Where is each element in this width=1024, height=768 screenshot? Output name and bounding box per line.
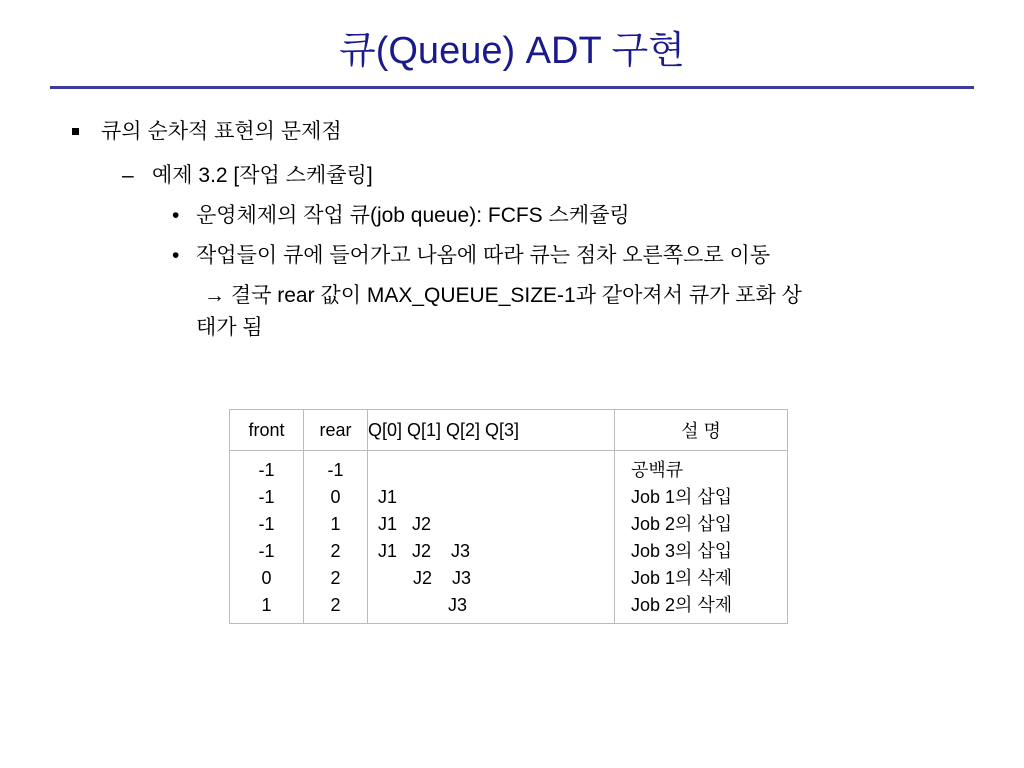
dot-marker-2: • (172, 244, 180, 267)
bullet-main: 큐의 순차적 표현의 문제점 (101, 120, 342, 143)
rear-value: 2 (330, 568, 341, 588)
rear-value: -1 (327, 460, 344, 480)
arrow-icon: → (204, 284, 225, 307)
slide-title: 큐(Queue) ADT 구현 (339, 30, 685, 72)
queue-value (368, 457, 614, 484)
description-value: 공백큐 (631, 460, 684, 480)
description-value: Job 2의 삽입 (631, 514, 733, 534)
rear-value: 1 (330, 514, 341, 534)
queue-state-table (229, 409, 788, 624)
queue-value: J1 (378, 487, 398, 507)
rear-column (304, 451, 368, 624)
item-queue-shift: 작업들이 큐에 들어가고 나옴에 따라 큐는 점차 오른쪽으로 이동 (196, 244, 771, 267)
table-header-row (230, 410, 788, 451)
front-value: 0 (261, 568, 272, 588)
header-queue: Q[0] Q[1] Q[2] Q[3] (368, 410, 615, 451)
front-value: -1 (258, 460, 275, 480)
front-value: -1 (258, 514, 275, 534)
dot-marker-1: • (172, 204, 180, 227)
front-value: 1 (261, 595, 272, 615)
dash-marker: – (122, 164, 134, 187)
rear-value: 0 (330, 487, 341, 507)
result-text-1: 결국 rear 값이 MAX_QUEUE_SIZE-1과 같아져서 큐가 포화 상 (225, 284, 802, 307)
header-rear: rear (304, 410, 368, 451)
square-bullet-icon (72, 128, 79, 135)
sub-bullet-example: 예제 3.2 [작업 스케쥴링] (152, 164, 373, 187)
rear-value: 2 (330, 595, 341, 615)
queue-value: J2 J3 (378, 568, 472, 588)
result-line-2: 태가 됨 (196, 316, 263, 339)
front-column (230, 451, 304, 624)
header-description: 설 명 (615, 410, 788, 451)
description-value: Job 1의 삭제 (631, 568, 733, 588)
queue-value: J1 J2 J3 (378, 541, 471, 561)
description-value: Job 2의 삭제 (631, 595, 733, 615)
description-value: Job 1의 삽입 (631, 487, 733, 507)
front-value: -1 (258, 487, 275, 507)
header-front: front (230, 410, 304, 451)
description-value: Job 3의 삽입 (631, 541, 733, 561)
result-line-1 (204, 282, 802, 310)
queue-column (368, 451, 615, 624)
queue-value: J1 J2 (378, 514, 432, 534)
rear-value: 2 (330, 541, 341, 561)
description-column (615, 451, 788, 624)
title-divider (50, 86, 974, 89)
item-job-queue: 운영체제의 작업 큐(job queue): FCFS 스케쥴링 (196, 204, 630, 227)
table-row (230, 451, 788, 624)
queue-value: J3 (378, 595, 468, 615)
front-value: -1 (258, 541, 275, 561)
